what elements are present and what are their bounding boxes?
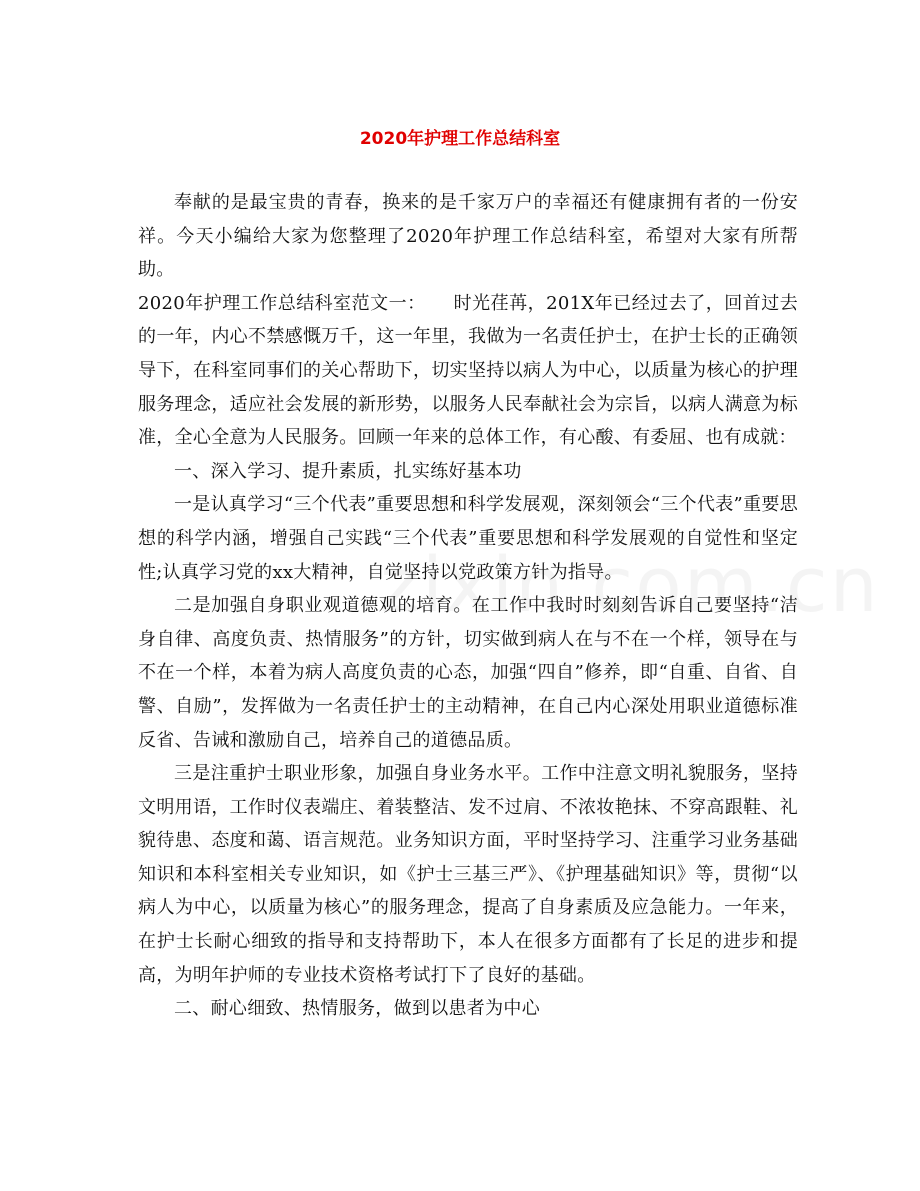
paragraph-sample-one: 2020年护理工作总结科室范文一： 时光荏苒，201X年已经过去了，回首过去的一年，内心不禁感慨万千，这一年里，我做为一名责任护士，在护士长的正确领导下，在科室同事们的关心帮助下，切实坚持以病人为中心，以质量为核心的护理服务理念，适应社会发展的新形势，以服务人民奉献社会为宗旨，以病人满意为标准，全心全意为人民服务。回顾一年来的总体工作，有心酸、有委屈、也有成就： — [138, 292, 798, 449]
section-heading-1: 一、深入学习、提升素质，扎实练好基本功 — [174, 460, 522, 482]
document-body — [138, 186, 798, 1026]
paragraph-point-2: 二是加强自身职业观道德观的培育。在工作中我时时刻刻告诉自己要坚持“洁身自律、高度负责、热情服务”的方针，切实做到病人在与不在一个样，领导在与不在一个样，本着为病人高度负责的心态，加强“四自”修养，即“自重、自省、自警、自励”，发挥做为一名责任护士的主动精神，在自己内心深处用职业道德标准反省、告诫和激励自己，培养自己的道德品质。 — [138, 595, 798, 751]
paragraph-point-3: 三是注重护士职业形象，加强自身业务水平。工作中注意文明礼貌服务，坚持文明用语，工作时仪表端庄、着装整洁、发不过肩、不浓妆艳抹、不穿高跟鞋、礼貌待患、态度和蔼、语言规范。业务知识方面，平时坚持学习、注重学习业务基础知识和本科室相关专业知识，如《护士三基三严》、《护理基础知识》等，贯彻“以病人为中心，以质量为核心”的服务理念，提高了自身素质及应急能力。一年来，在护士长耐心细致的指导和支持帮助下，本人在很多方面都有了长足的进步和提高，为明年护师的专业技术资格考试打下了良好的基础。 — [138, 763, 798, 986]
section-heading-2: 二、耐心细致、热情服务，做到以患者为中心 — [174, 998, 540, 1020]
paragraph-point-1: 一是认真学习“三个代表”重要思想和科学发展观，深刻领会“三个代表”重要思想的科学内涵，增强自己实践“三个代表”重要思想和科学发展观的自觉性和坚定性;认真学习党的xx大精神，自觉坚持以党政策方针为指导。 — [138, 494, 798, 583]
paragraph-intro: 奉献的是最宝贵的青春，换来的是千家万户的幸福还有健康拥有者的一份安祥。今天小编给大家为您整理了2020年护理工作总结科室，希望对大家有所帮助。 — [138, 192, 798, 281]
document-title: 2020年护理工作总结科室 — [359, 129, 561, 149]
